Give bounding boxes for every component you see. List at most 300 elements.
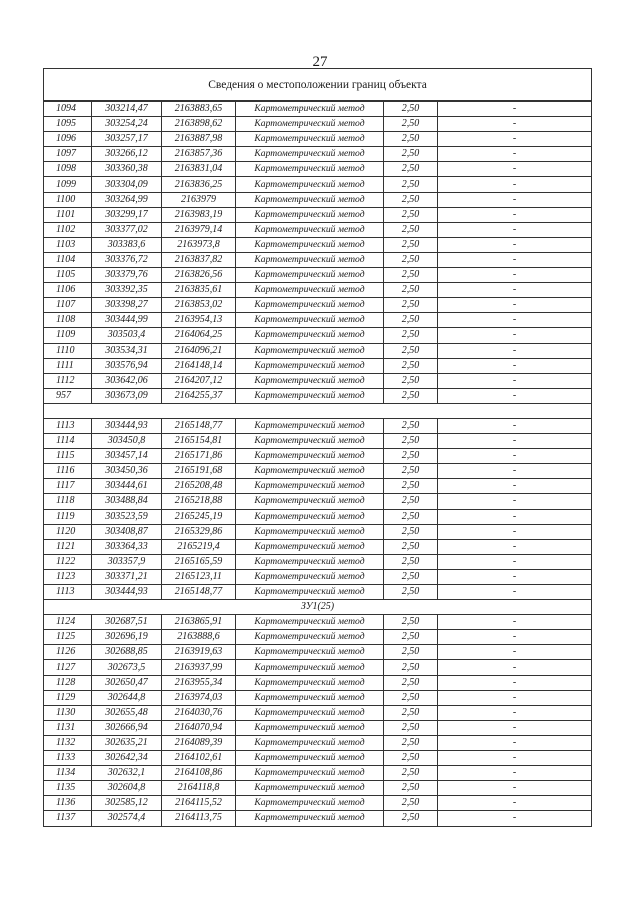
method-cell: Картометрический метод: [236, 418, 384, 433]
description-cell: -: [438, 207, 592, 222]
x-coordinate-cell: 302585,12: [92, 796, 162, 811]
method-cell: Картометрический метод: [236, 449, 384, 464]
y-coordinate-cell: 2164089,39: [162, 735, 236, 750]
description-cell: -: [438, 328, 592, 343]
y-coordinate-cell: 2164207,12: [162, 373, 236, 388]
precision-cell: 2,50: [384, 509, 438, 524]
x-coordinate-cell: 303264,99: [92, 192, 162, 207]
table-row: [44, 509, 592, 524]
x-coordinate-cell: 302642,34: [92, 751, 162, 766]
y-coordinate-cell: 2163857,36: [162, 147, 236, 162]
point-number-cell: 1134: [44, 766, 92, 781]
y-coordinate-cell: 2163887,98: [162, 132, 236, 147]
x-coordinate-cell: 303444,93: [92, 585, 162, 600]
x-coordinate-cell: 303450,36: [92, 464, 162, 479]
table-row: [44, 720, 592, 735]
table-row: [44, 751, 592, 766]
x-coordinate-cell: 303398,27: [92, 298, 162, 313]
precision-cell: 2,50: [384, 117, 438, 132]
point-number-cell: 1104: [44, 252, 92, 267]
y-coordinate-cell: 2165154,81: [162, 434, 236, 449]
description-cell: -: [438, 569, 592, 584]
point-number-cell: 1122: [44, 554, 92, 569]
description-cell: -: [438, 494, 592, 509]
table-row: [44, 162, 592, 177]
x-coordinate-cell: 303503,4: [92, 328, 162, 343]
description-cell: -: [438, 735, 592, 750]
x-coordinate-cell: 302688,85: [92, 645, 162, 660]
y-coordinate-cell: 2163937,99: [162, 660, 236, 675]
precision-cell: 2,50: [384, 328, 438, 343]
method-cell: Картометрический метод: [236, 343, 384, 358]
y-coordinate-cell: 2164070,94: [162, 720, 236, 735]
page-number: 27: [312, 54, 328, 70]
description-cell: -: [438, 766, 592, 781]
point-number-cell: 1120: [44, 524, 92, 539]
precision-cell: 2,50: [384, 811, 438, 826]
method-cell: Картометрический метод: [236, 735, 384, 750]
x-coordinate-cell: 303304,09: [92, 177, 162, 192]
precision-cell: 2,50: [384, 796, 438, 811]
method-cell: Картометрический метод: [236, 328, 384, 343]
y-coordinate-cell: 2164102,61: [162, 751, 236, 766]
point-number-cell: 1116: [44, 464, 92, 479]
method-cell: Картометрический метод: [236, 117, 384, 132]
table-row: [44, 132, 592, 147]
description-cell: -: [438, 132, 592, 147]
x-coordinate-cell: 303642,06: [92, 373, 162, 388]
x-coordinate-cell: 303371,21: [92, 569, 162, 584]
table-row: [44, 585, 592, 600]
point-number-cell: 1096: [44, 132, 92, 147]
point-number-cell: 1100: [44, 192, 92, 207]
method-cell: Картометрический метод: [236, 705, 384, 720]
x-coordinate-cell: 303364,33: [92, 539, 162, 554]
description-cell: -: [438, 252, 592, 267]
description-cell: -: [438, 509, 592, 524]
y-coordinate-cell: 2165123,11: [162, 569, 236, 584]
y-coordinate-cell: 2163954,13: [162, 313, 236, 328]
y-coordinate-cell: 2164096,21: [162, 343, 236, 358]
precision-cell: 2,50: [384, 147, 438, 162]
description-cell: -: [438, 162, 592, 177]
x-coordinate-cell: 302666,94: [92, 720, 162, 735]
table-row: [44, 298, 592, 313]
table-row: [44, 207, 592, 222]
y-coordinate-cell: 2164115,52: [162, 796, 236, 811]
method-cell: Картометрический метод: [236, 177, 384, 192]
method-cell: Картометрический метод: [236, 569, 384, 584]
table-row: [44, 343, 592, 358]
x-coordinate-cell: 302687,51: [92, 615, 162, 630]
x-coordinate-cell: 302604,8: [92, 781, 162, 796]
precision-cell: 2,50: [384, 479, 438, 494]
point-number-cell: 1110: [44, 343, 92, 358]
y-coordinate-cell: 2163888,6: [162, 630, 236, 645]
description-cell: -: [438, 720, 592, 735]
point-number-cell: 1112: [44, 373, 92, 388]
precision-cell: 2,50: [384, 690, 438, 705]
description-cell: -: [438, 388, 592, 403]
point-number-cell: 1130: [44, 705, 92, 720]
y-coordinate-cell: 2163979,14: [162, 222, 236, 237]
precision-cell: 2,50: [384, 539, 438, 554]
point-number-cell: 1119: [44, 509, 92, 524]
precision-cell: 2,50: [384, 418, 438, 433]
method-cell: Картометрический метод: [236, 539, 384, 554]
table-header-row: [44, 69, 592, 102]
x-coordinate-cell: 302574,4: [92, 811, 162, 826]
precision-cell: 2,50: [384, 449, 438, 464]
precision-cell: 2,50: [384, 494, 438, 509]
method-cell: Картометрический метод: [236, 645, 384, 660]
method-cell: Картометрический метод: [236, 207, 384, 222]
table-row: [44, 373, 592, 388]
method-cell: Картометрический метод: [236, 766, 384, 781]
method-cell: Картометрический метод: [236, 630, 384, 645]
precision-cell: 2,50: [384, 177, 438, 192]
boundary-table: [43, 68, 592, 827]
blank-cell: [44, 403, 592, 418]
x-coordinate-cell: 303357,9: [92, 554, 162, 569]
x-coordinate-cell: 303488,84: [92, 494, 162, 509]
point-number-cell: 1129: [44, 690, 92, 705]
table-row: [44, 554, 592, 569]
description-cell: -: [438, 479, 592, 494]
precision-cell: 2,50: [384, 132, 438, 147]
precision-cell: 2,50: [384, 313, 438, 328]
description-cell: -: [438, 781, 592, 796]
method-cell: Картометрический метод: [236, 298, 384, 313]
y-coordinate-cell: 2165171,86: [162, 449, 236, 464]
y-coordinate-cell: 2163919,63: [162, 645, 236, 660]
y-coordinate-cell: 2164108,86: [162, 766, 236, 781]
precision-cell: 2,50: [384, 675, 438, 690]
method-cell: Картометрический метод: [236, 358, 384, 373]
precision-cell: 2,50: [384, 751, 438, 766]
precision-cell: 2,50: [384, 388, 438, 403]
point-number-cell: 1125: [44, 630, 92, 645]
table-row: [44, 283, 592, 298]
table-row: [44, 222, 592, 237]
table-row: [44, 811, 592, 826]
y-coordinate-cell: 2165245,19: [162, 509, 236, 524]
method-cell: Картометрический метод: [236, 283, 384, 298]
point-number-cell: 1118: [44, 494, 92, 509]
table-row: [44, 645, 592, 660]
y-coordinate-cell: 2164118,8: [162, 781, 236, 796]
description-cell: -: [438, 796, 592, 811]
description-cell: -: [438, 615, 592, 630]
table-title: Сведения о местоположении границ объекта: [44, 69, 592, 102]
precision-cell: 2,50: [384, 268, 438, 283]
table-row: [44, 766, 592, 781]
table-row: [44, 660, 592, 675]
precision-cell: 2,50: [384, 252, 438, 267]
method-cell: Картометрический метод: [236, 554, 384, 569]
table-row: [44, 569, 592, 584]
point-number-cell: 1108: [44, 313, 92, 328]
method-cell: Картометрический метод: [236, 132, 384, 147]
y-coordinate-cell: 2164030,76: [162, 705, 236, 720]
method-cell: Картометрический метод: [236, 268, 384, 283]
table-row: [44, 252, 592, 267]
description-cell: -: [438, 101, 592, 117]
precision-cell: 2,50: [384, 101, 438, 117]
y-coordinate-cell: 2165329,86: [162, 524, 236, 539]
y-coordinate-cell: 2163836,25: [162, 177, 236, 192]
method-cell: Картометрический метод: [236, 524, 384, 539]
method-cell: Картометрический метод: [236, 192, 384, 207]
y-coordinate-cell: 2163835,61: [162, 283, 236, 298]
precision-cell: 2,50: [384, 524, 438, 539]
precision-cell: 2,50: [384, 373, 438, 388]
method-cell: Картометрический метод: [236, 509, 384, 524]
y-coordinate-cell: 2163865,91: [162, 615, 236, 630]
y-coordinate-cell: 2163826,56: [162, 268, 236, 283]
description-cell: -: [438, 464, 592, 479]
y-coordinate-cell: 2163853,02: [162, 298, 236, 313]
point-number-cell: 1107: [44, 298, 92, 313]
point-number-cell: 1098: [44, 162, 92, 177]
method-cell: Картометрический метод: [236, 464, 384, 479]
x-coordinate-cell: 303254,24: [92, 117, 162, 132]
point-number-cell: 1113: [44, 418, 92, 433]
description-cell: -: [438, 449, 592, 464]
description-cell: -: [438, 690, 592, 705]
x-coordinate-cell: 303408,87: [92, 524, 162, 539]
description-cell: -: [438, 222, 592, 237]
section-row: [44, 600, 592, 615]
table-row: [44, 268, 592, 283]
method-cell: Картометрический метод: [236, 660, 384, 675]
point-number-cell: 1123: [44, 569, 92, 584]
description-cell: -: [438, 117, 592, 132]
precision-cell: 2,50: [384, 162, 438, 177]
description-cell: -: [438, 313, 592, 328]
precision-cell: 2,50: [384, 615, 438, 630]
precision-cell: 2,50: [384, 207, 438, 222]
precision-cell: 2,50: [384, 554, 438, 569]
x-coordinate-cell: 302655,48: [92, 705, 162, 720]
description-cell: -: [438, 660, 592, 675]
point-number-cell: 1095: [44, 117, 92, 132]
table-row: [44, 735, 592, 750]
method-cell: Картометрический метод: [236, 494, 384, 509]
y-coordinate-cell: 2165165,59: [162, 554, 236, 569]
precision-cell: 2,50: [384, 781, 438, 796]
method-cell: Картометрический метод: [236, 434, 384, 449]
table-row: [44, 675, 592, 690]
description-cell: -: [438, 373, 592, 388]
precision-cell: 2,50: [384, 585, 438, 600]
y-coordinate-cell: 2163955,34: [162, 675, 236, 690]
table-row: [44, 177, 592, 192]
point-number-cell: 1102: [44, 222, 92, 237]
x-coordinate-cell: 303383,6: [92, 237, 162, 252]
table-row: [44, 690, 592, 705]
y-coordinate-cell: 2163983,19: [162, 207, 236, 222]
description-cell: -: [438, 418, 592, 433]
point-number-cell: 1097: [44, 147, 92, 162]
method-cell: Картометрический метод: [236, 222, 384, 237]
table-row: [44, 524, 592, 539]
method-cell: Картометрический метод: [236, 615, 384, 630]
precision-cell: 2,50: [384, 660, 438, 675]
precision-cell: 2,50: [384, 343, 438, 358]
description-cell: -: [438, 811, 592, 826]
point-number-cell: 1127: [44, 660, 92, 675]
x-coordinate-cell: 303392,35: [92, 283, 162, 298]
table-row: [44, 705, 592, 720]
table-row: [44, 328, 592, 343]
point-number-cell: 957: [44, 388, 92, 403]
point-number-cell: 1133: [44, 751, 92, 766]
y-coordinate-cell: 2165191,68: [162, 464, 236, 479]
table-row: [44, 358, 592, 373]
y-coordinate-cell: 2164113,75: [162, 811, 236, 826]
description-cell: -: [438, 298, 592, 313]
x-coordinate-cell: 303257,17: [92, 132, 162, 147]
x-coordinate-cell: 303376,72: [92, 252, 162, 267]
method-cell: Картометрический метод: [236, 479, 384, 494]
description-cell: -: [438, 283, 592, 298]
table-row: [44, 117, 592, 132]
x-coordinate-cell: 303379,76: [92, 268, 162, 283]
precision-cell: 2,50: [384, 645, 438, 660]
precision-cell: 2,50: [384, 705, 438, 720]
x-coordinate-cell: 303444,61: [92, 479, 162, 494]
x-coordinate-cell: 303576,94: [92, 358, 162, 373]
description-cell: -: [438, 177, 592, 192]
point-number-cell: 1115: [44, 449, 92, 464]
y-coordinate-cell: 2163979: [162, 192, 236, 207]
y-coordinate-cell: 2165218,88: [162, 494, 236, 509]
point-number-cell: 1106: [44, 283, 92, 298]
y-coordinate-cell: 2163898,62: [162, 117, 236, 132]
table-row: [44, 494, 592, 509]
table-row: [44, 237, 592, 252]
description-cell: -: [438, 192, 592, 207]
point-number-cell: 1132: [44, 735, 92, 750]
point-number-cell: 1128: [44, 675, 92, 690]
table-row: [44, 313, 592, 328]
description-cell: -: [438, 268, 592, 283]
y-coordinate-cell: 2163974,03: [162, 690, 236, 705]
y-coordinate-cell: 2163883,65: [162, 101, 236, 117]
precision-cell: 2,50: [384, 283, 438, 298]
precision-cell: 2,50: [384, 464, 438, 479]
method-cell: Картометрический метод: [236, 585, 384, 600]
y-coordinate-cell: 2164064,25: [162, 328, 236, 343]
description-cell: -: [438, 554, 592, 569]
x-coordinate-cell: 302635,21: [92, 735, 162, 750]
table-row: [44, 449, 592, 464]
y-coordinate-cell: 2163973,8: [162, 237, 236, 252]
x-coordinate-cell: 303450,8: [92, 434, 162, 449]
point-number-cell: 1111: [44, 358, 92, 373]
x-coordinate-cell: 303534,31: [92, 343, 162, 358]
blank-row: [44, 403, 592, 418]
precision-cell: 2,50: [384, 222, 438, 237]
x-coordinate-cell: 302650,47: [92, 675, 162, 690]
method-cell: Картометрический метод: [236, 101, 384, 117]
description-cell: -: [438, 705, 592, 720]
point-number-cell: 1099: [44, 177, 92, 192]
description-cell: -: [438, 751, 592, 766]
precision-cell: 2,50: [384, 630, 438, 645]
description-cell: -: [438, 645, 592, 660]
table-row: [44, 418, 592, 433]
table-row: [44, 101, 592, 117]
point-number-cell: 1094: [44, 101, 92, 117]
y-coordinate-cell: 2163831,04: [162, 162, 236, 177]
boundary-table-body: [44, 69, 592, 827]
point-number-cell: 1126: [44, 645, 92, 660]
method-cell: Картометрический метод: [236, 252, 384, 267]
table-row: [44, 147, 592, 162]
point-number-cell: 1121: [44, 539, 92, 554]
precision-cell: 2,50: [384, 766, 438, 781]
x-coordinate-cell: 303214,47: [92, 101, 162, 117]
point-number-cell: 1105: [44, 268, 92, 283]
x-coordinate-cell: 302696,19: [92, 630, 162, 645]
y-coordinate-cell: 2164148,14: [162, 358, 236, 373]
description-cell: -: [438, 539, 592, 554]
point-number-cell: 1101: [44, 207, 92, 222]
table-row: [44, 434, 592, 449]
x-coordinate-cell: 303360,38: [92, 162, 162, 177]
y-coordinate-cell: 2164255,37: [162, 388, 236, 403]
description-cell: -: [438, 630, 592, 645]
description-cell: -: [438, 237, 592, 252]
y-coordinate-cell: 2165148,77: [162, 418, 236, 433]
x-coordinate-cell: 303444,99: [92, 313, 162, 328]
method-cell: Картометрический метод: [236, 720, 384, 735]
description-cell: -: [438, 434, 592, 449]
x-coordinate-cell: 303299,17: [92, 207, 162, 222]
table-row: [44, 388, 592, 403]
precision-cell: 2,50: [384, 569, 438, 584]
point-number-cell: 1103: [44, 237, 92, 252]
precision-cell: 2,50: [384, 434, 438, 449]
x-coordinate-cell: 303266,12: [92, 147, 162, 162]
method-cell: Картометрический метод: [236, 313, 384, 328]
y-coordinate-cell: 2165219,4: [162, 539, 236, 554]
method-cell: Картометрический метод: [236, 751, 384, 766]
precision-cell: 2,50: [384, 192, 438, 207]
precision-cell: 2,50: [384, 237, 438, 252]
precision-cell: 2,50: [384, 298, 438, 313]
x-coordinate-cell: 302644,8: [92, 690, 162, 705]
method-cell: Картометрический метод: [236, 811, 384, 826]
table-row: [44, 781, 592, 796]
table-row: [44, 464, 592, 479]
method-cell: Картометрический метод: [236, 237, 384, 252]
boundary-table-container: [43, 68, 591, 827]
point-number-cell: 1131: [44, 720, 92, 735]
description-cell: -: [438, 343, 592, 358]
description-cell: -: [438, 524, 592, 539]
method-cell: Картометрический метод: [236, 796, 384, 811]
x-coordinate-cell: 303673,09: [92, 388, 162, 403]
x-coordinate-cell: 302632,1: [92, 766, 162, 781]
x-coordinate-cell: 302673,5: [92, 660, 162, 675]
point-number-cell: 1137: [44, 811, 92, 826]
point-number-cell: 1117: [44, 479, 92, 494]
point-number-cell: 1109: [44, 328, 92, 343]
method-cell: Картометрический метод: [236, 690, 384, 705]
